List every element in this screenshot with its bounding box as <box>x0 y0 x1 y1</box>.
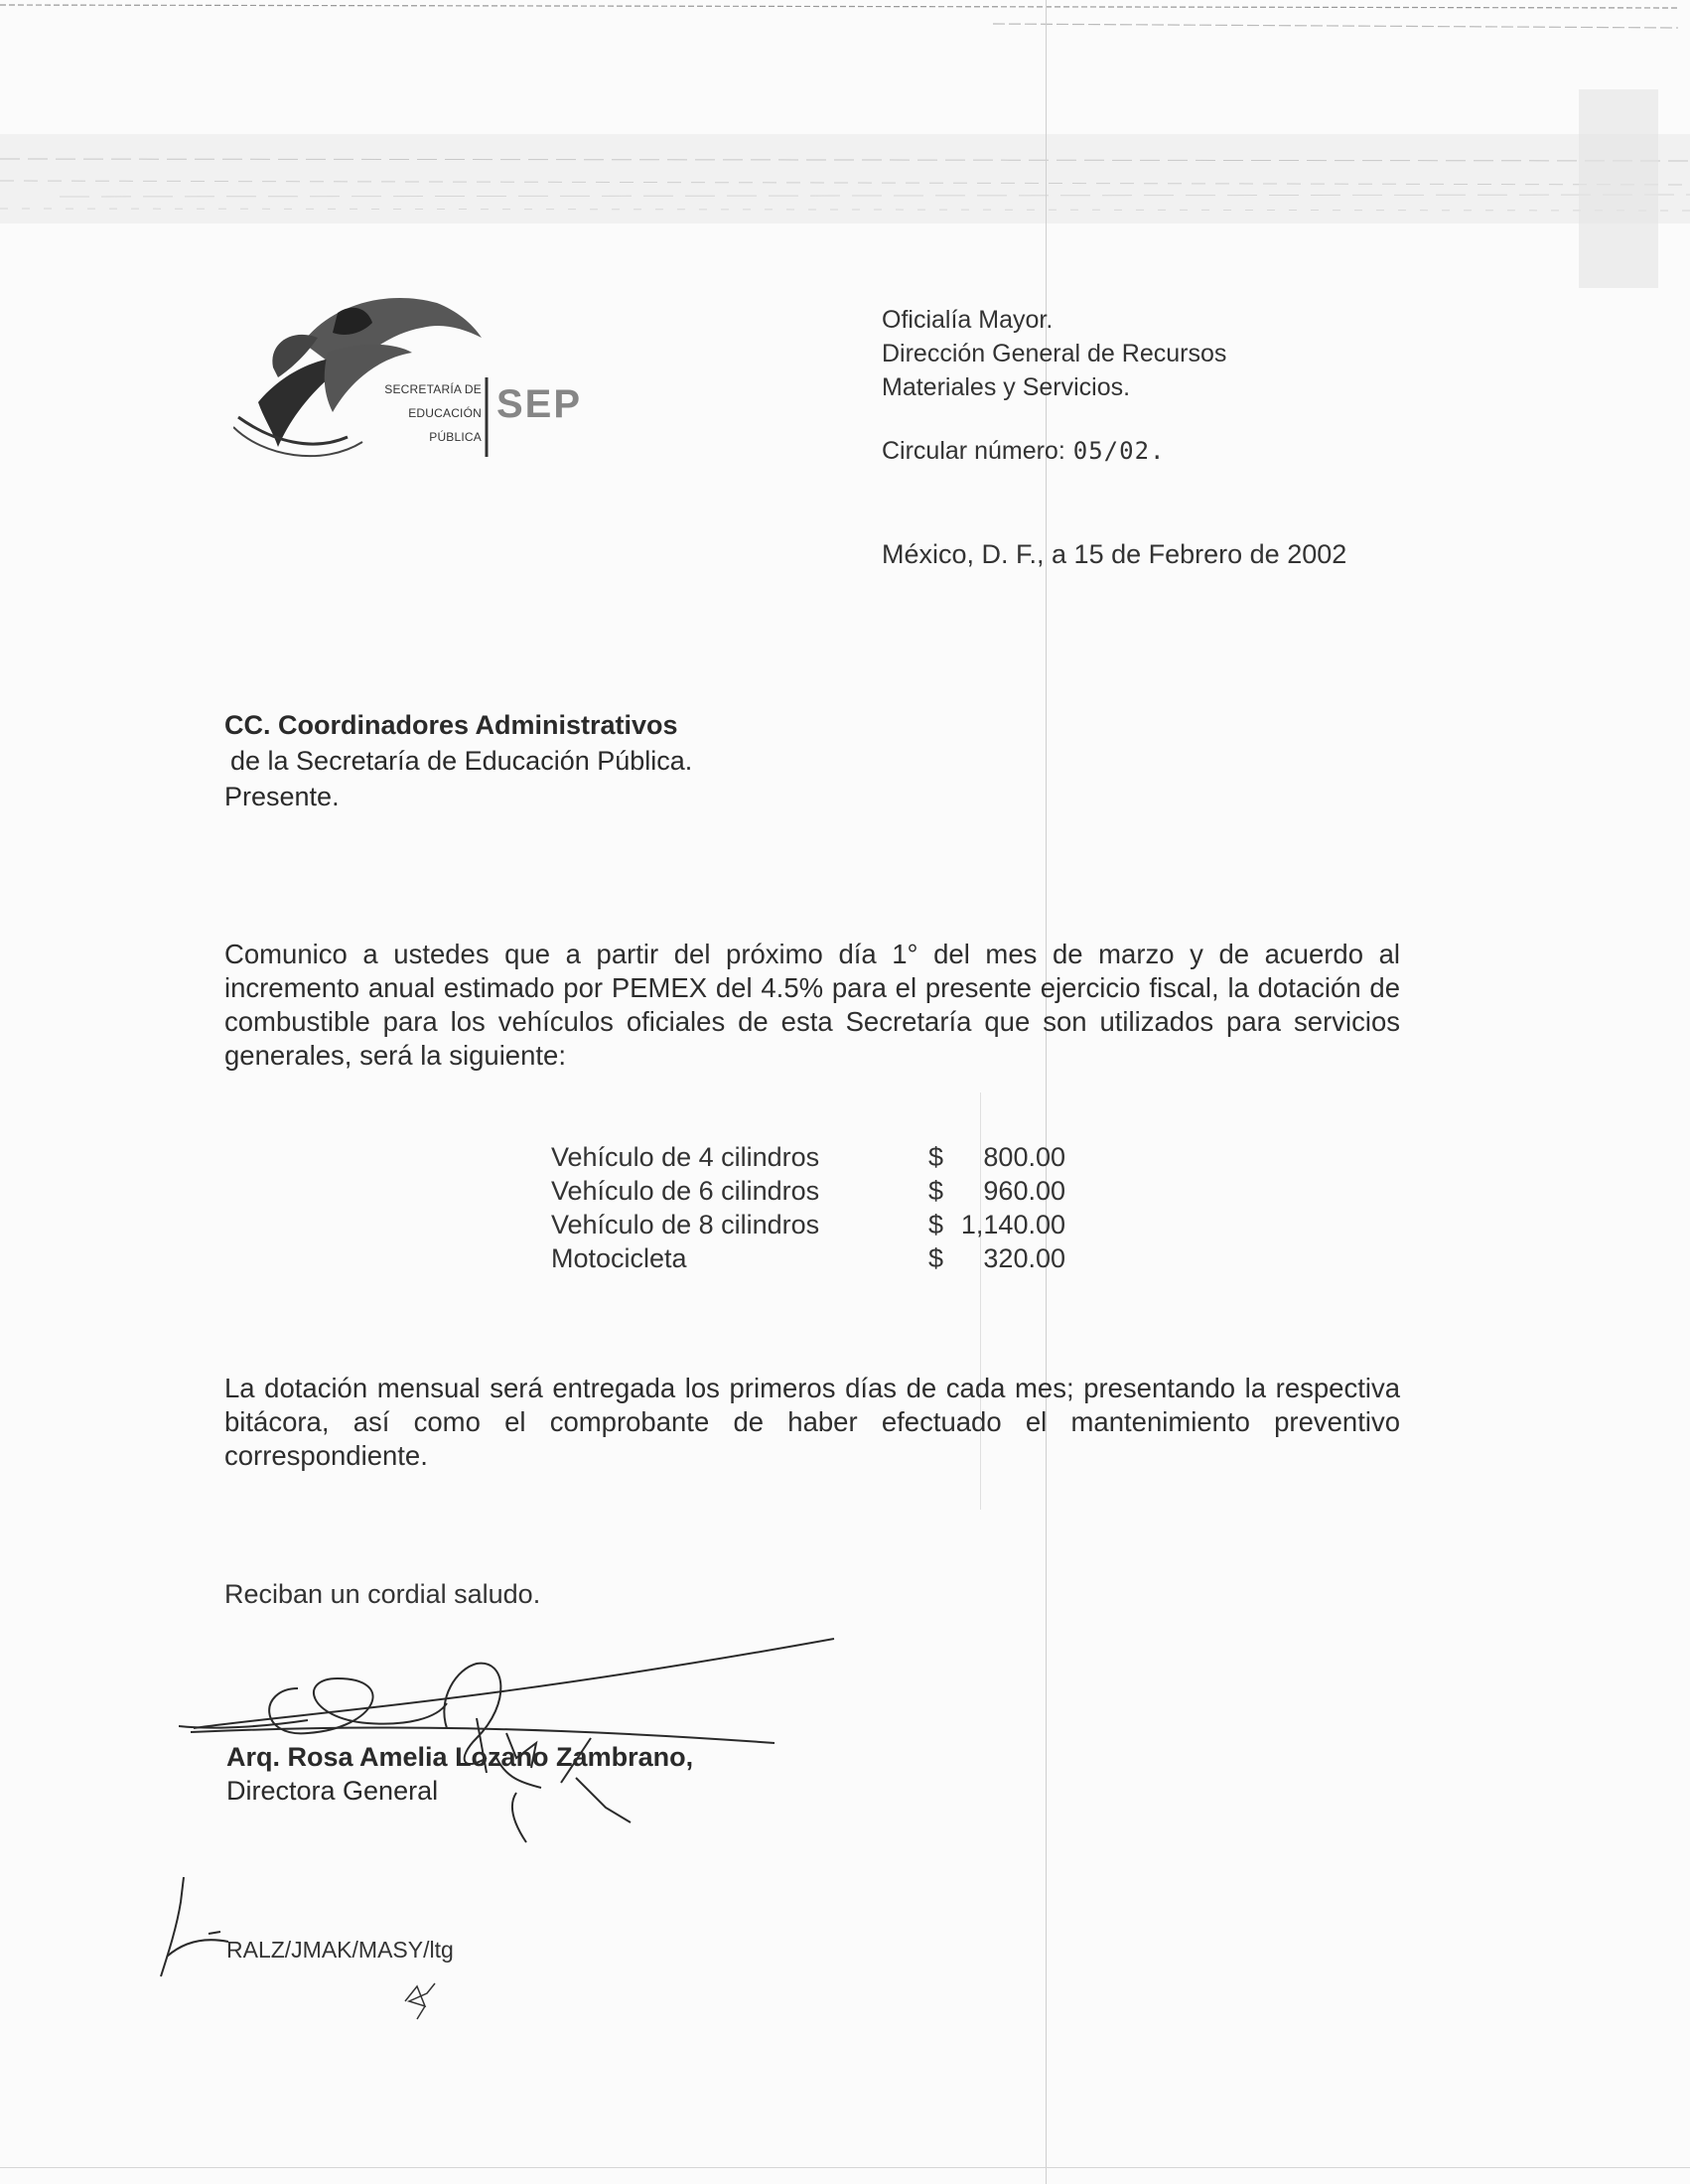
allocation-amount: 1,140.00 <box>960 1210 1065 1239</box>
allocation-row <box>551 1174 1065 1208</box>
body-paragraph: Comunico a ustedes que a partir del próximo día 1° del mes de marzo y de acuerdo al incremento anual estimado por PEMEX del 4.5% para el presente ejercicio fiscal, la dotación de combustible para los vehículos oficiales de esta Secretaría que son utilizados para servicios generales, será la siguiente: <box>224 939 1400 1071</box>
recipient-block <box>224 707 692 814</box>
handwritten-initial <box>149 1872 288 1981</box>
allocation-label: Vehículo de 8 cilindros <box>551 1210 820 1239</box>
office-line: Materiales y Servicios. <box>882 373 1131 401</box>
allocation-row <box>551 1241 1065 1275</box>
handwritten-mark <box>397 1971 447 2021</box>
closing-salutation: Reciban un cordial saludo. <box>224 1579 541 1609</box>
circular-label: Circular número: <box>882 437 1065 465</box>
reference-initials: RALZ/JMAK/MASY/ltg <box>226 1937 454 1963</box>
office-line: Oficialía Mayor. <box>882 306 1054 334</box>
allocation-currency: $ <box>928 1142 944 1172</box>
seal-text <box>348 382 482 454</box>
seal-text-line: PÚBLICA <box>429 430 482 444</box>
allocation-label: Vehículo de 4 cilindros <box>551 1142 820 1172</box>
handwritten-signature <box>179 1609 854 1867</box>
scan-edge <box>0 2167 1690 2168</box>
circular-number <box>882 437 1165 466</box>
allocation-amount: 800.00 <box>983 1142 1065 1172</box>
signer-block <box>226 1740 693 1808</box>
office-line: Dirección General de Recursos <box>882 340 1227 367</box>
circular-value: 05/02. <box>1072 437 1166 465</box>
allocation-amount: 320.00 <box>983 1243 1065 1273</box>
seal-text-line: EDUCACIÓN <box>408 406 482 420</box>
recipient-line: de la Secretaría de Educación Pública. <box>230 746 693 776</box>
office-header <box>882 303 1226 404</box>
allocation-row <box>551 1208 1065 1241</box>
seal-text-line: SECRETARÍA DE <box>384 382 482 396</box>
allocation-label: Vehículo de 6 cilindros <box>551 1176 820 1206</box>
body-paragraph: La dotación mensual será entregada los primeros días de cada mes; presentando la respectiva bitácora, así como el comprobante de haber efectuado el mantenimiento preventivo correspondiente. <box>224 1373 1400 1471</box>
signer-name: Arq. Rosa Amelia Lozano Zambrano, <box>226 1742 694 1772</box>
recipient-line: Presente. <box>224 782 340 811</box>
allocation-amount: 960.00 <box>983 1176 1065 1206</box>
allocation-row <box>551 1140 1065 1174</box>
allocation-currency: $ <box>928 1176 944 1206</box>
letter-date: México, D. F., a 15 de Febrero de 2002 <box>882 539 1347 569</box>
signer-title: Directora General <box>226 1776 439 1806</box>
allocation-currency: $ <box>928 1210 944 1239</box>
recipient-line: CC. Coordinadores Administrativos <box>224 710 678 740</box>
allocation-label: Motocicleta <box>551 1243 687 1273</box>
sep-monogram: SEP <box>496 382 583 426</box>
allocation-table <box>551 1140 1065 1275</box>
allocation-currency: $ <box>928 1243 944 1273</box>
scan-noise <box>0 0 1690 288</box>
